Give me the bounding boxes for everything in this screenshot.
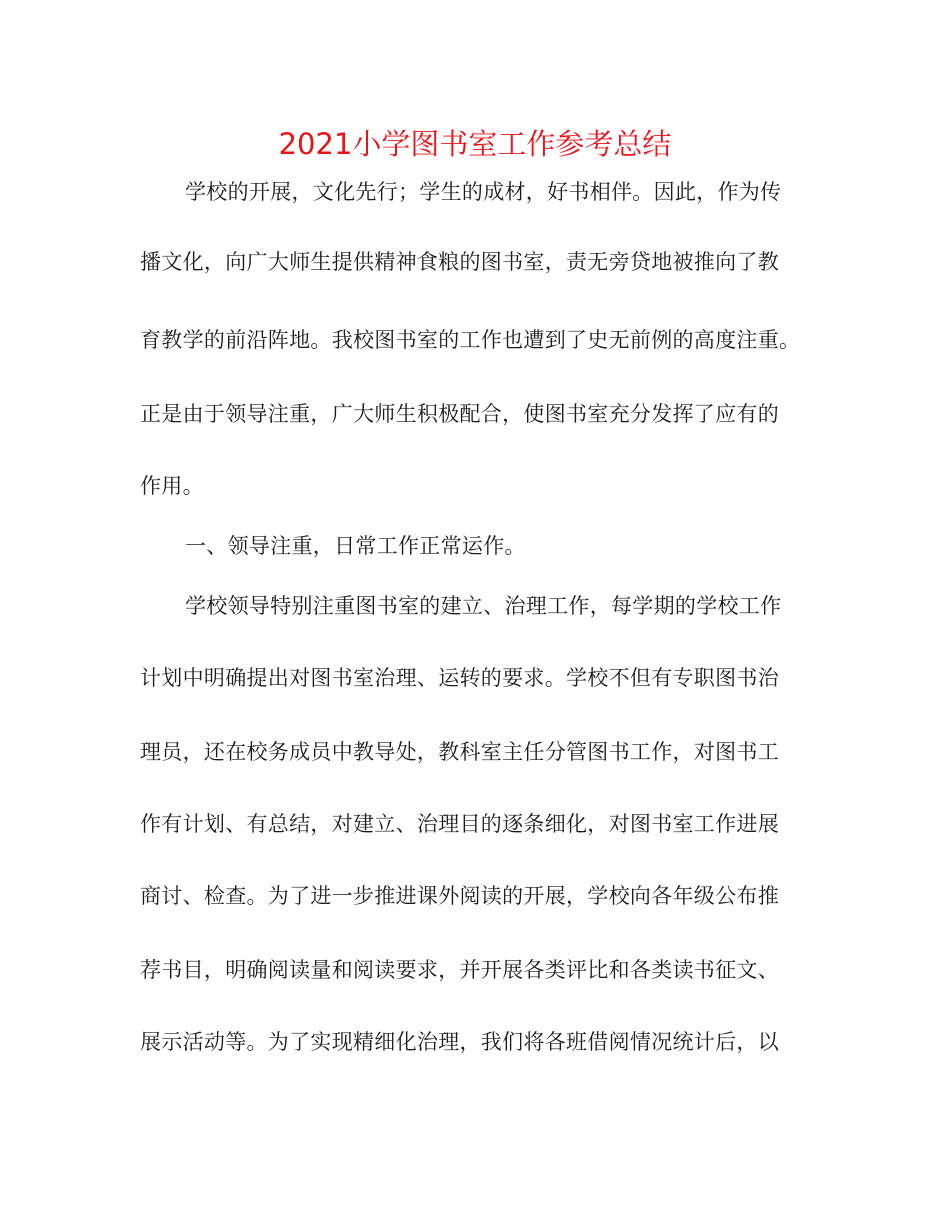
text-line: 正是由于领导注重，广大师生积极配合，使图书室充分发挥了应有的 [140, 402, 779, 426]
text-line: 计划中明确提出对图书室治理、运转的要求。学校不但有专职图书治 [140, 666, 779, 690]
text-line: 育教学的前沿阵地。我校图书室的工作也遭到了史无前例的高度注重。 [140, 328, 801, 352]
text-line: 播文化，向广大师生提供精神食粮的图书室，责无旁贷地被推向了教 [140, 250, 779, 274]
text-line: 作有计划、有总结，对建立、治理目的逐条细化，对图书室工作进展 [140, 812, 779, 836]
text-line: 学校领导特别注重图书室的建立、治理工作，每学期的学校工作 [185, 594, 782, 618]
text-line: 作用。 [140, 474, 204, 498]
text-line: 学校的开展，文化先行；学生的成材，好书相伴。因此，作为传 [185, 180, 782, 204]
document-title: 2021小学图书室工作参考总结 [278, 127, 672, 161]
text-line: 理员，还在校务成员中教导处，教科室主任分管图书工作，对图书工 [140, 740, 779, 764]
section-heading: 一、领导注重，日常工作正常运作。 [185, 534, 526, 558]
text-line: 荐书目，明确阅读量和阅读要求，并开展各类评比和各类读书征文、 [140, 958, 779, 982]
text-line: 展示活动等。为了实现精细化治理，我们将各班借阅情况统计后，以 [140, 1030, 779, 1054]
text-line: 商讨、检查。为了进一步推进课外阅读的开展，学校向各年级公布推 [140, 884, 779, 908]
